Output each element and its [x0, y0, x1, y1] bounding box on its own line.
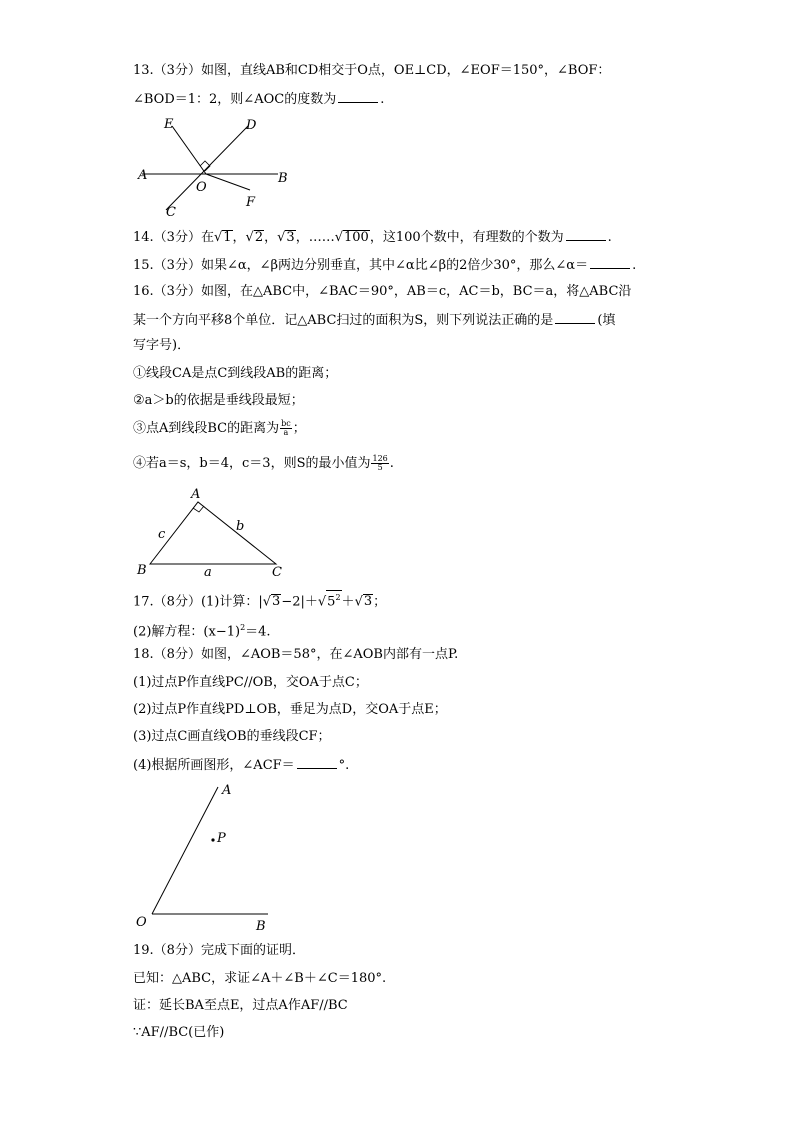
- q14-text: 14.（3分）在: [133, 230, 214, 245]
- answer-blank: [590, 256, 630, 269]
- label-a: A: [138, 168, 148, 183]
- q17-end: ；: [373, 594, 387, 610]
- sqrt-3-b: 3: [363, 594, 373, 610]
- label-b: B: [256, 919, 266, 934]
- radicand-5: 5: [327, 594, 336, 610]
- q13-line1: 13.（3分）如图，直线AB和CD相交于O点，OE⊥CD，∠EOF＝150°，∠BOF：: [133, 63, 611, 78]
- q13-line2: [133, 90, 384, 109]
- fraction-num: 126: [372, 454, 388, 463]
- q16-line2-end: (填: [597, 313, 616, 328]
- answer-blank: [555, 311, 595, 324]
- q16-option-4-end: .: [389, 456, 394, 471]
- q16-line2-text: 某一个方向平移8个单位．记△ABC扫过的面积为S，则下列说法正确的是: [133, 313, 554, 328]
- side-b: b: [236, 519, 245, 534]
- q18-line1: 18.（8分）如图，∠AOB＝58°，在∠AOB内部有一点P.: [133, 647, 459, 662]
- q16-option-3-text: ③点A到线段BC的距离为: [133, 421, 280, 436]
- label-o: O: [136, 915, 147, 930]
- q17-line2-text: (2)解方程：(x−1): [133, 624, 241, 640]
- q19-line3: 证：延长BA至点E，过点A作AF//BC: [133, 998, 348, 1013]
- q13-line2-text: ∠BOD＝1：2，则∠AOC的度数为: [133, 92, 337, 107]
- q17-line1: 17.（8分）(1)计算：$|√3-2|+√5^2+√3$；: [133, 590, 386, 611]
- q16-line1: 16.（3分）如图，在△ABC中，∠BAC＝90°，AB＝c，AC＝b，BC＝a，将△ABC沿: [133, 284, 632, 299]
- q16-triangle-figure: [132, 484, 292, 580]
- q18-step-2: (2)过点P作直线PD⊥OB，垂足为点D，交OA于点E；: [133, 702, 447, 717]
- sqrt-100: 100: [344, 230, 369, 245]
- exponent-2: 2: [335, 593, 341, 602]
- q18-step-4-text: (4)根据所画图形，∠ACF＝: [133, 758, 295, 773]
- q17-line2: [133, 619, 271, 641]
- q18-step-4: [133, 756, 349, 775]
- q16-line3: 写字号)．: [133, 338, 191, 353]
- q18-step-1: (1)过点P作直线PC//OB，交OA于点C；: [133, 675, 368, 690]
- q16-line2: [133, 311, 615, 330]
- q15-line: [133, 256, 636, 275]
- label-a: A: [191, 487, 201, 502]
- exponent-2: 2: [240, 623, 246, 632]
- sqrt-5-squared: [326, 590, 341, 609]
- triangle-abc: [150, 502, 276, 564]
- label-b: B: [278, 171, 288, 186]
- point-p: [211, 838, 214, 841]
- side-a: a: [204, 565, 212, 580]
- answer-blank: [297, 756, 337, 769]
- plus-sign: ＋: [341, 594, 355, 610]
- side-c: c: [158, 527, 166, 542]
- q14-end: .: [607, 230, 612, 245]
- q13-line2-end: .: [380, 92, 385, 107]
- q18-angle-figure: [132, 780, 282, 940]
- q19-line1: 19.（8分）完成下面的证明．: [133, 943, 305, 958]
- ray-oa: [152, 787, 218, 914]
- q17-text: 17.（8分）(1)计算：|: [133, 594, 263, 610]
- q19-line4: ∵AF//BC(已作): [133, 1025, 225, 1040]
- q16-option-4-text: ④若a＝s，b＝4，c＝3，则S的最小值为: [133, 456, 371, 471]
- q16-option-3: [133, 420, 306, 438]
- sqrt-1: 1: [223, 230, 232, 245]
- label-a: A: [222, 783, 232, 798]
- fraction-den: 5: [377, 463, 383, 472]
- ray-of: [206, 174, 250, 190]
- label-f: F: [246, 195, 256, 210]
- fraction-bc-a: [280, 420, 292, 437]
- answer-blank: [338, 90, 378, 103]
- label-e: E: [164, 117, 174, 132]
- sqrt-3: 3: [286, 230, 295, 245]
- q14-line: 14.（3分）在√1，√2，√3，……√100，这100个数中，有理数的个数为 .: [133, 230, 612, 245]
- q19-line2: 已知：△ABC，求证∠A＋∠B＋∠C＝180°.: [133, 971, 387, 986]
- q15-end: .: [632, 258, 637, 273]
- q15-text: 15.（3分）如果∠α，∠β两边分别垂直，其中∠α比∠β的2倍少30°，那么∠α＝: [133, 258, 589, 273]
- fraction-den: a: [283, 428, 289, 437]
- label-d: D: [246, 118, 257, 133]
- label-c: C: [166, 205, 176, 220]
- q16-option-1: ①线段CA是点C到线段AB的距离；: [133, 366, 338, 381]
- label-c: C: [272, 565, 282, 580]
- sqrt-3: 3: [272, 594, 281, 610]
- q16-option-3-end: ；: [292, 421, 306, 436]
- label-p: P: [217, 831, 226, 846]
- q18-step-4-end: °.: [338, 758, 350, 773]
- label-o: O: [196, 180, 207, 195]
- q18-step-3: (3)过点C画直线OB的垂线段CF；: [133, 729, 331, 744]
- answer-blank: [566, 228, 606, 241]
- q16-option-4: [133, 455, 394, 473]
- q14-dots: ，……: [295, 230, 335, 245]
- ray-oe: [172, 126, 206, 174]
- fraction-num: bc: [281, 419, 291, 428]
- q13-figure: [130, 112, 300, 222]
- q14-text-post: ，这100个数中，有理数的个数为: [369, 230, 564, 245]
- q16-option-2: ②a＞b的依据是垂线段最短；: [133, 393, 304, 408]
- fraction-126-5: [371, 455, 388, 472]
- q17-mid: −2|＋: [281, 594, 318, 610]
- q17-line2-end: ＝4.: [245, 624, 271, 640]
- label-b: B: [137, 563, 147, 578]
- line-cd: [166, 126, 248, 210]
- sqrt-2: 2: [254, 230, 264, 245]
